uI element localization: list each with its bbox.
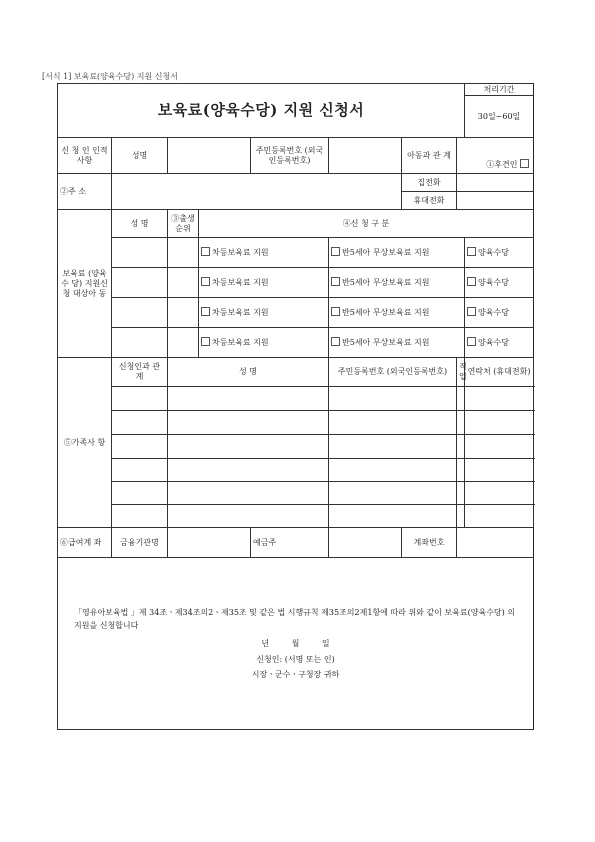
table-row bbox=[58, 238, 534, 268]
table-row bbox=[58, 387, 534, 411]
home-phone-field[interactable] bbox=[457, 174, 534, 192]
bank-name-field[interactable] bbox=[168, 528, 251, 558]
option-home-allowance[interactable]: 양육수당 bbox=[465, 268, 534, 298]
checkbox[interactable] bbox=[331, 307, 340, 316]
child-name-field[interactable] bbox=[112, 328, 168, 358]
child-birth-order-field[interactable] bbox=[168, 298, 199, 328]
checkbox[interactable] bbox=[467, 277, 476, 286]
address-field[interactable] bbox=[112, 174, 402, 210]
table-row bbox=[58, 482, 534, 505]
account-section-label: ⑥급여계 좌 bbox=[58, 528, 112, 558]
family-header-job: 직업 bbox=[457, 358, 465, 387]
checkbox[interactable] bbox=[201, 307, 210, 316]
guardian-label: ①후견인 bbox=[486, 160, 518, 169]
option-free-childcare[interactable]: 반5세아 무상보육료 지원 bbox=[329, 298, 465, 328]
option-free-childcare[interactable]: 반5세아 무상보육료 지원 bbox=[329, 328, 465, 358]
account-number-label: 계좌번호 bbox=[402, 528, 457, 558]
child-name-field[interactable] bbox=[112, 238, 168, 268]
option-differential[interactable]: 차등보육료 지원 bbox=[199, 268, 329, 298]
form-number: [서식 1] 보육료(양육수당) 지원 신청서 bbox=[42, 72, 178, 81]
checkbox[interactable] bbox=[331, 247, 340, 256]
family-section-label: ⑤가족사 항 bbox=[58, 358, 112, 528]
family-header-name: 성 명 bbox=[168, 358, 329, 387]
checkbox[interactable] bbox=[467, 307, 476, 316]
applicant-relation-label: 아동과 관 계 bbox=[402, 138, 457, 174]
checkbox[interactable] bbox=[201, 337, 210, 346]
declaration-text: 「영유아보육법 」제 34조ㆍ제34조의2ㆍ제35조 및 같은 법 시행규칙 제35조의2제1항에 따라 위와 같이 보육료(양육수당) 의 지원을 신청합니다 bbox=[74, 608, 516, 631]
application-form bbox=[57, 83, 534, 730]
target-section-label: 보육료 (양육수 당) 지원신 청 대상아 동 bbox=[58, 210, 112, 358]
option-differential[interactable]: 차등보육료 지원 bbox=[199, 328, 329, 358]
processing-period-label: 처리기간 bbox=[465, 84, 534, 96]
target-name-header: 성 명 bbox=[112, 210, 168, 238]
checkbox[interactable] bbox=[201, 277, 210, 286]
table-row bbox=[58, 505, 534, 528]
applicant-rrn-field[interactable] bbox=[329, 138, 402, 174]
account-holder-field[interactable] bbox=[329, 528, 402, 558]
child-name-field[interactable] bbox=[112, 298, 168, 328]
table-row bbox=[58, 298, 534, 328]
option-free-childcare[interactable]: 반5세아 무상보육료 지원 bbox=[329, 238, 465, 268]
guardian-checkbox[interactable] bbox=[520, 159, 529, 168]
option-home-allowance[interactable]: 양육수당 bbox=[465, 328, 534, 358]
account-number-field[interactable] bbox=[457, 528, 534, 558]
child-birth-order-field[interactable] bbox=[168, 238, 199, 268]
mobile-phone-field[interactable] bbox=[457, 192, 534, 210]
processing-period-value: 30일~60일 bbox=[465, 96, 534, 138]
checkbox[interactable] bbox=[331, 337, 340, 346]
signature-line: 신청인: (서명 또는 인) bbox=[256, 654, 335, 664]
table-row bbox=[58, 268, 534, 298]
option-differential[interactable]: 차등보육료 지원 bbox=[199, 298, 329, 328]
form-title: 보육료(양육수당) 지원 신청서 bbox=[58, 84, 465, 138]
category-header: ④신 청 구 분 bbox=[199, 210, 534, 238]
mobile-phone-label: 휴대전화 bbox=[402, 192, 457, 210]
applicant-name-label: 성명 bbox=[112, 138, 168, 174]
child-birth-order-field[interactable] bbox=[168, 328, 199, 358]
option-home-allowance[interactable]: 양육수당 bbox=[465, 238, 534, 268]
table-row bbox=[58, 411, 534, 435]
home-phone-label: 집전화 bbox=[402, 174, 457, 192]
guardian-cell[interactable] bbox=[457, 138, 534, 174]
checkbox[interactable] bbox=[467, 337, 476, 346]
option-home-allowance[interactable]: 양육수당 bbox=[465, 298, 534, 328]
applicant-rrn-label: 주민등록번호 (외국인등록번호) bbox=[251, 138, 329, 174]
checkbox[interactable] bbox=[201, 247, 210, 256]
address-label: ②주 소 bbox=[58, 174, 112, 210]
bank-name-label: 금융기관명 bbox=[112, 528, 168, 558]
applicant-section-label: 신 청 인 인적사항 bbox=[58, 138, 112, 174]
option-differential[interactable]: 차등보육료 지원 bbox=[199, 238, 329, 268]
table-row bbox=[58, 459, 534, 482]
date-line: 년 월 일 bbox=[261, 639, 330, 649]
family-header-contact: 연락처 (휴대전화) bbox=[465, 358, 534, 387]
applicant-name-field[interactable] bbox=[168, 138, 251, 174]
declaration-block bbox=[58, 558, 534, 730]
checkbox[interactable] bbox=[331, 277, 340, 286]
family-header-relation: 신청인과 관 계 bbox=[112, 358, 168, 387]
option-free-childcare[interactable]: 반5세아 무상보육료 지원 bbox=[329, 268, 465, 298]
recipient-line: 시장ㆍ군수ㆍ구청장 귀하 bbox=[251, 669, 340, 679]
family-header-rrn: 주민등록번호 (외국인등록번호) bbox=[329, 358, 457, 387]
birth-order-header: ③출생 순위 bbox=[168, 210, 199, 238]
child-name-field[interactable] bbox=[112, 268, 168, 298]
table-row bbox=[58, 435, 534, 459]
table-row bbox=[58, 328, 534, 358]
child-birth-order-field[interactable] bbox=[168, 268, 199, 298]
account-holder-label: 예금주 bbox=[251, 528, 329, 558]
checkbox[interactable] bbox=[467, 247, 476, 256]
